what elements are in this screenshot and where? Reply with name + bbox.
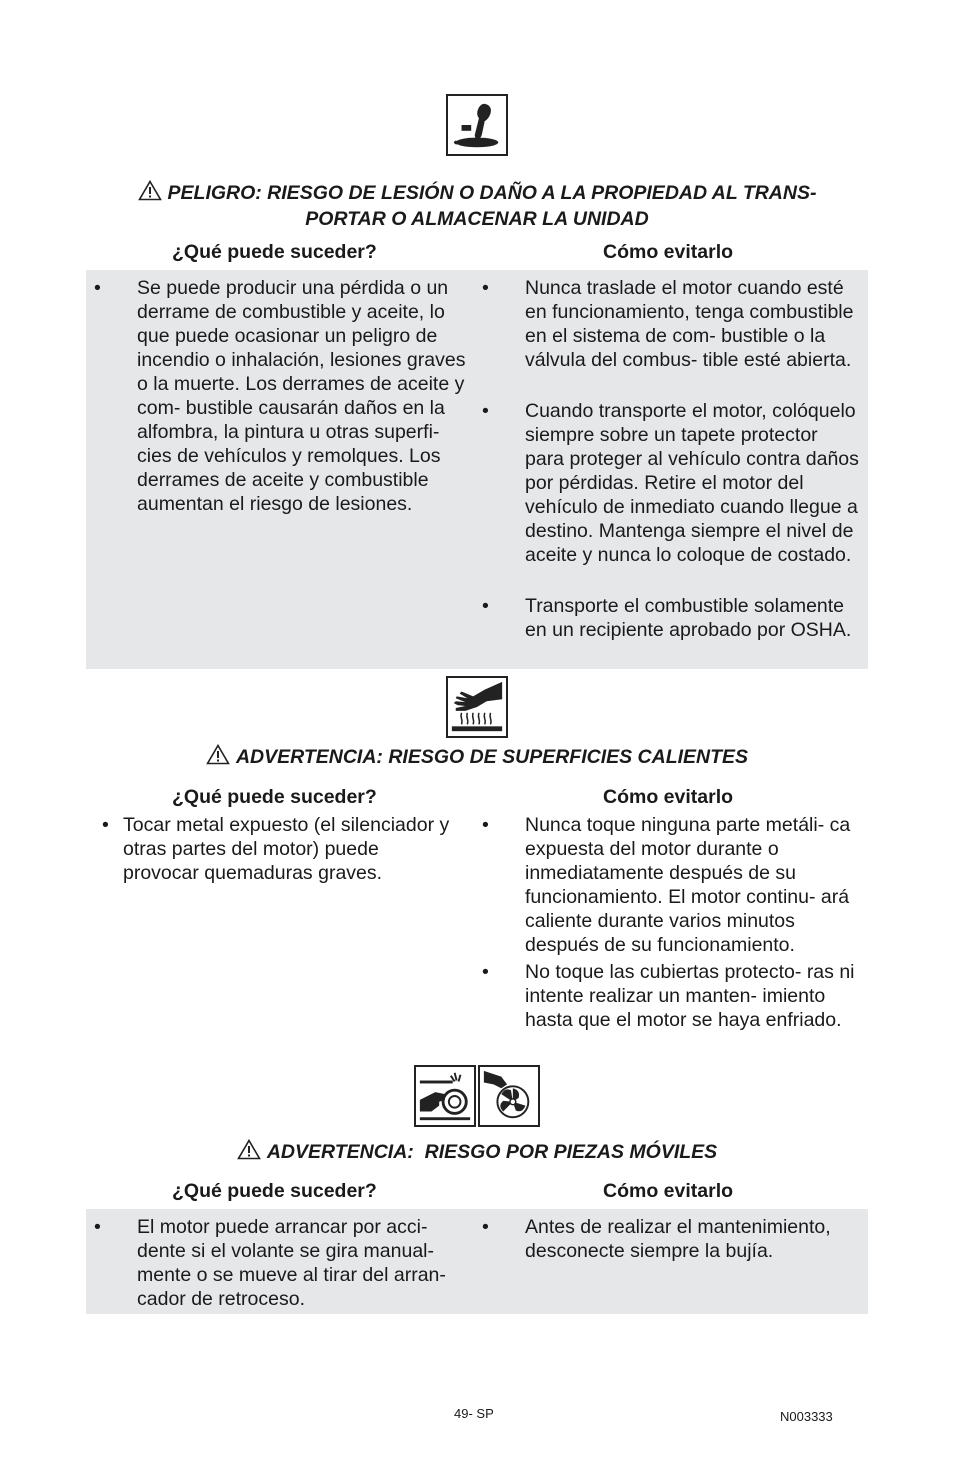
fuel-spill-icon: [446, 94, 508, 156]
bullet: •: [482, 400, 489, 422]
warning-triangle-icon: [237, 1139, 261, 1166]
bullet: •: [482, 277, 489, 299]
bullet: •: [94, 1216, 101, 1238]
page-number: 49- SP: [454, 1406, 494, 1421]
section2-right-item-2: No toque las cubiertas protecto- ras ni intente realizar un manten- imiento hasta que el motor se haya enfriado.: [525, 961, 855, 1031]
section1-right-item-1: Nunca traslade el motor cuando esté en funcionamiento, tenga combustible en el sistema de com- bustible o la válvula del combus- tible esté abierta.: [525, 277, 854, 371]
section1-right-item-3: Transporte el combustible solamente en un recipiente aprobado por OSHA.: [525, 595, 852, 641]
section2-col1-header: ¿Qué puede suceder?: [172, 786, 377, 808]
fan-blade-icon: [478, 1065, 540, 1127]
section3-heading-line1: ADVERTENCIA: RIESGO POR PIEZAS MÓVILES: [266, 1141, 718, 1163]
section1-heading-line1: PELIGRO: RIESGO DE LESIÓN O DAÑO A LA PROPIEDAD AL TRANS-: [167, 182, 817, 204]
hot-surface-icon: [446, 676, 508, 738]
section2-heading-line1: ADVERTENCIA: RIESGO DE SUPERFICIES CALIENTES: [235, 746, 749, 768]
section1-heading-line2: PORTAR O ALMACENAR LA UNIDAD: [305, 208, 649, 230]
section3-col1-header: ¿Qué puede suceder?: [172, 1180, 377, 1202]
section2-right-item-1: Nunca toque ninguna parte metáli- ca expuesta del motor durante o inmediatamente después de su funcionamiento. El motor continu- ará caliente durante varios minutos después de su funcionamiento.: [525, 814, 851, 956]
bullet: •: [482, 961, 489, 983]
bullet: •: [102, 814, 109, 836]
moving-parts-icon: [414, 1065, 476, 1127]
section1-col2-header: Cómo evitarlo: [603, 241, 734, 263]
section1-heading: [86, 180, 868, 231]
section2-left-item-1: Tocar metal expuesto (el silenciador y otras partes del motor) puede provocar quemaduras graves.: [123, 814, 450, 884]
section1-col1-header: ¿Qué puede suceder?: [172, 241, 377, 263]
section2-col2-header: Cómo evitarlo: [603, 786, 734, 808]
section3-right-item-1: Antes de realizar el mantenimiento, desconecte siempre la bujía.: [525, 1216, 831, 1262]
section1-left-item-1: Se puede producir una pérdida o un derrame de combustible y aceite, lo que puede ocasionar un peligro de incendio o inhalación, lesiones graves o la muerte. Los derrames de aceite y com- bustible causarán daños en la alfombra, la pintura u otras superfi- cies de vehículos y remolques. Los derrames de aceite y combustible aumentan el riesgo de lesiones.: [137, 277, 466, 515]
bullet: •: [94, 277, 101, 299]
warning-triangle-icon: [206, 744, 230, 771]
section3-heading: [86, 1139, 868, 1166]
bullet: •: [482, 814, 489, 836]
section1-right-item-2: Cuando transporte el motor, colóquelo siempre sobre un tapete protector para proteger al vehículo contra daños por pérdidas. Retire el motor del vehículo de inmediato cuando llegue a destino. Mantenga siempre el nivel de aceite y nunca lo coloque de costado.: [525, 400, 859, 566]
warning-triangle-icon: [138, 180, 162, 207]
section3-col2-header: Cómo evitarlo: [603, 1180, 734, 1202]
section2-heading: [86, 744, 868, 771]
document-code: N003333: [780, 1409, 833, 1424]
bullet: •: [482, 1216, 489, 1238]
section3-left-item-1: El motor puede arrancar por acci- dente si el volante se gira manual- mente o se mueve al tirar del arran- cador de retroceso.: [137, 1216, 446, 1310]
bullet: •: [482, 595, 489, 617]
